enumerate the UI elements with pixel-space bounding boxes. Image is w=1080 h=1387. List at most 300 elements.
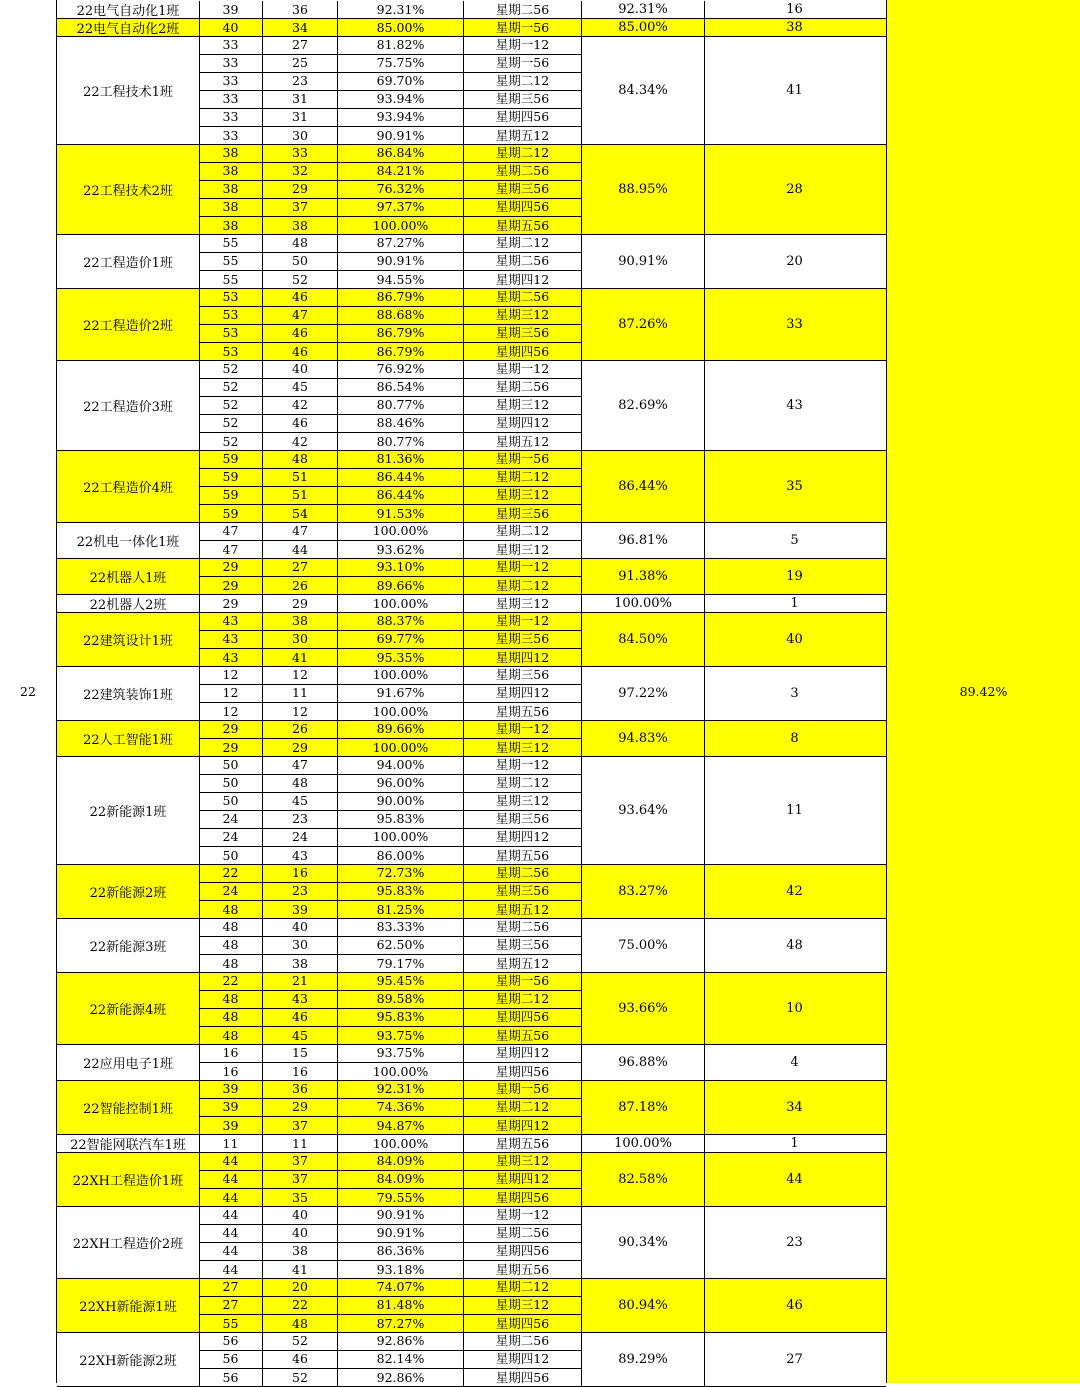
- session-rate-cell[interactable]: 86.79%: [338, 289, 464, 306]
- class-rate-cell[interactable]: 87.18%: [581, 1081, 705, 1134]
- session-time-cell[interactable]: 星期二56: [495, 163, 550, 179]
- session-rate-cell[interactable]: 89.58%: [338, 991, 464, 1008]
- class-rate-cell[interactable]: 75.00%: [581, 919, 705, 972]
- present-count-cell[interactable]: 38: [263, 1243, 338, 1260]
- session-time-cell[interactable]: 星期二12: [495, 469, 550, 485]
- session-rate-cell[interactable]: 86.44%: [338, 469, 464, 486]
- class-rank-cell[interactable]: 19: [786, 569, 803, 584]
- session-time-cell[interactable]: 星期四56: [495, 109, 550, 125]
- enrolled-count-cell[interactable]: 50: [199, 775, 263, 792]
- enrolled-count-cell[interactable]: 39: [199, 1081, 263, 1098]
- session-time-cell[interactable]: 星期四12: [495, 1171, 550, 1187]
- session-time-cell[interactable]: 星期四12: [495, 685, 550, 701]
- session-time-cell[interactable]: 星期四12: [495, 1117, 550, 1133]
- present-count-cell[interactable]: 46: [263, 1009, 338, 1026]
- enrolled-count-cell[interactable]: 55: [199, 253, 263, 270]
- class-rank-cell[interactable]: 34: [786, 1100, 803, 1115]
- class-name-cell[interactable]: 22工程造价4班: [57, 451, 200, 522]
- present-count-cell[interactable]: 38: [263, 955, 338, 973]
- class-rank-cell[interactable]: 28: [786, 182, 803, 197]
- session-rate-cell[interactable]: 93.94%: [338, 109, 464, 126]
- present-count-cell[interactable]: 12: [263, 703, 338, 721]
- session-time-cell[interactable]: 星期四12: [495, 829, 550, 845]
- session-rate-cell[interactable]: 100.00%: [338, 739, 464, 757]
- enrolled-count-cell[interactable]: 52: [199, 397, 263, 414]
- class-name-cell[interactable]: 22电气自动化2班: [57, 19, 200, 36]
- session-rate-cell[interactable]: 83.33%: [338, 919, 464, 936]
- class-name-cell[interactable]: 22建筑装饰1班: [57, 667, 200, 720]
- enrolled-count-cell[interactable]: 53: [199, 343, 263, 361]
- class-name-cell[interactable]: 22工程技术2班: [57, 145, 200, 234]
- session-time-cell[interactable]: 星期四56: [495, 1009, 550, 1025]
- class-name-cell[interactable]: 22XH新能源1班: [57, 1279, 200, 1332]
- class-rate-cell[interactable]: 82.58%: [581, 1153, 705, 1206]
- class-rank-cell[interactable]: 42: [786, 884, 803, 899]
- enrolled-count-cell[interactable]: 52: [199, 415, 263, 432]
- enrolled-count-cell[interactable]: 48: [199, 991, 263, 1008]
- class-rank-cell[interactable]: 33: [786, 317, 803, 332]
- class-rate-cell[interactable]: 96.88%: [581, 1045, 705, 1080]
- enrolled-count-cell[interactable]: 52: [199, 379, 263, 396]
- present-count-cell[interactable]: 40: [263, 919, 338, 936]
- present-count-cell[interactable]: 30: [263, 937, 338, 954]
- class-name-cell[interactable]: 22新能源1班: [57, 757, 200, 864]
- session-rate-cell[interactable]: 85.00%: [338, 19, 464, 37]
- present-count-cell[interactable]: 31: [263, 109, 338, 126]
- present-count-cell[interactable]: 46: [263, 343, 338, 361]
- enrolled-count-cell[interactable]: 56: [199, 1333, 263, 1350]
- session-rate-cell[interactable]: 95.35%: [338, 649, 464, 667]
- session-rate-cell[interactable]: 80.77%: [338, 397, 464, 414]
- present-count-cell[interactable]: 47: [263, 523, 338, 540]
- class-rank-cell[interactable]: 27: [786, 1352, 803, 1367]
- class-rate-cell[interactable]: 90.91%: [581, 235, 705, 288]
- session-rate-cell[interactable]: 90.91%: [338, 1225, 464, 1242]
- enrolled-count-cell[interactable]: 38: [199, 217, 263, 235]
- class-rate-cell[interactable]: 93.66%: [581, 973, 705, 1044]
- session-time-cell[interactable]: 星期四56: [495, 1315, 550, 1331]
- class-rank-cell[interactable]: 20: [786, 254, 803, 269]
- session-rate-cell[interactable]: 69.70%: [338, 73, 464, 90]
- session-time-cell[interactable]: 星期四56: [495, 1189, 550, 1205]
- enrolled-count-cell[interactable]: 48: [199, 955, 263, 973]
- session-rate-cell[interactable]: 86.36%: [338, 1243, 464, 1260]
- class-rank-cell[interactable]: 4: [790, 1055, 799, 1070]
- enrolled-count-cell[interactable]: 24: [199, 811, 263, 828]
- class-rate-cell[interactable]: 85.00%: [581, 19, 705, 36]
- present-count-cell[interactable]: 29: [263, 595, 338, 613]
- present-count-cell[interactable]: 29: [263, 739, 338, 757]
- enrolled-count-cell[interactable]: 33: [199, 109, 263, 126]
- session-time-cell[interactable]: 星期三12: [495, 739, 550, 755]
- class-rank-cell[interactable]: 41: [786, 83, 803, 98]
- session-time-cell[interactable]: 星期四56: [495, 199, 550, 215]
- present-count-cell[interactable]: 26: [263, 721, 338, 738]
- class-name-cell[interactable]: 22XH工程造价1班: [57, 1153, 200, 1206]
- session-time-cell[interactable]: 星期四12: [495, 1045, 550, 1061]
- session-time-cell[interactable]: 星期二56: [495, 919, 550, 935]
- present-count-cell[interactable]: 20: [263, 1279, 338, 1296]
- present-count-cell[interactable]: 47: [263, 307, 338, 324]
- session-rate-cell[interactable]: 93.18%: [338, 1261, 464, 1279]
- session-rate-cell[interactable]: 76.32%: [338, 181, 464, 198]
- present-count-cell[interactable]: 43: [263, 847, 338, 865]
- session-time-cell[interactable]: 星期四12: [495, 415, 550, 431]
- enrolled-count-cell[interactable]: 59: [199, 487, 263, 504]
- class-name-cell[interactable]: 22电气自动化1班: [57, 1, 200, 18]
- session-rate-cell[interactable]: 95.83%: [338, 811, 464, 828]
- present-count-cell[interactable]: 29: [263, 181, 338, 198]
- enrolled-count-cell[interactable]: 12: [199, 703, 263, 721]
- class-rate-cell[interactable]: 87.26%: [581, 289, 705, 360]
- session-time-cell[interactable]: 星期二12: [495, 523, 550, 539]
- enrolled-count-cell[interactable]: 59: [199, 505, 263, 523]
- session-rate-cell[interactable]: 86.84%: [338, 145, 464, 162]
- session-time-cell[interactable]: 星期三12: [495, 793, 550, 809]
- enrolled-count-cell[interactable]: 43: [199, 649, 263, 667]
- session-time-cell[interactable]: 星期二56: [495, 1333, 550, 1349]
- session-rate-cell[interactable]: 75.75%: [338, 55, 464, 72]
- enrolled-count-cell[interactable]: 16: [199, 1045, 263, 1062]
- session-time-cell[interactable]: 星期五56: [495, 847, 550, 863]
- session-time-cell[interactable]: 星期二12: [495, 1279, 550, 1295]
- class-rank-cell[interactable]: 1: [790, 1136, 799, 1151]
- class-name-cell[interactable]: 22工程技术1班: [57, 37, 200, 144]
- present-count-cell[interactable]: 52: [263, 1333, 338, 1350]
- session-rate-cell[interactable]: 74.07%: [338, 1279, 464, 1296]
- session-rate-cell[interactable]: 96.00%: [338, 775, 464, 792]
- session-rate-cell[interactable]: 100.00%: [338, 703, 464, 721]
- class-name-cell[interactable]: 22人工智能1班: [57, 721, 200, 756]
- present-count-cell[interactable]: 37: [263, 1153, 338, 1170]
- session-rate-cell[interactable]: 92.86%: [338, 1333, 464, 1350]
- enrolled-count-cell[interactable]: 59: [199, 469, 263, 486]
- class-rank-cell[interactable]: 43: [786, 398, 803, 413]
- enrolled-count-cell[interactable]: 50: [199, 793, 263, 810]
- session-rate-cell[interactable]: 87.27%: [338, 235, 464, 252]
- session-rate-cell[interactable]: 86.44%: [338, 487, 464, 504]
- session-rate-cell[interactable]: 79.55%: [338, 1189, 464, 1207]
- session-time-cell[interactable]: 星期二56: [495, 1, 550, 17]
- enrolled-count-cell[interactable]: 44: [199, 1243, 263, 1260]
- session-time-cell[interactable]: 星期五56: [495, 1027, 550, 1043]
- class-rank-cell[interactable]: 8: [790, 731, 799, 746]
- enrolled-count-cell[interactable]: 29: [199, 559, 263, 576]
- present-count-cell[interactable]: 51: [263, 487, 338, 504]
- enrolled-count-cell[interactable]: 33: [199, 73, 263, 90]
- present-count-cell[interactable]: 23: [263, 73, 338, 90]
- session-rate-cell[interactable]: 86.79%: [338, 325, 464, 342]
- present-count-cell[interactable]: 34: [263, 19, 338, 37]
- session-rate-cell[interactable]: 95.83%: [338, 1009, 464, 1026]
- class-rate-cell[interactable]: 91.38%: [581, 559, 705, 594]
- session-time-cell[interactable]: 星期一56: [495, 451, 550, 467]
- session-time-cell[interactable]: 星期四56: [495, 1063, 550, 1079]
- present-count-cell[interactable]: 37: [263, 1117, 338, 1135]
- present-count-cell[interactable]: 35: [263, 1189, 338, 1207]
- session-rate-cell[interactable]: 100.00%: [338, 523, 464, 540]
- present-count-cell[interactable]: 52: [263, 1369, 338, 1387]
- class-rate-cell[interactable]: 82.69%: [581, 361, 705, 450]
- enrolled-count-cell[interactable]: 44: [199, 1261, 263, 1279]
- class-name-cell[interactable]: 22XH工程造价2班: [57, 1207, 200, 1278]
- session-time-cell[interactable]: 星期一12: [495, 721, 550, 737]
- present-count-cell[interactable]: 45: [263, 793, 338, 810]
- class-rank-cell[interactable]: 35: [786, 479, 803, 494]
- session-rate-cell[interactable]: 100.00%: [338, 667, 464, 684]
- present-count-cell[interactable]: 54: [263, 505, 338, 523]
- present-count-cell[interactable]: 16: [263, 865, 338, 882]
- present-count-cell[interactable]: 46: [263, 1351, 338, 1368]
- session-time-cell[interactable]: 星期五56: [495, 217, 550, 233]
- enrolled-count-cell[interactable]: 11: [199, 1135, 263, 1153]
- present-count-cell[interactable]: 50: [263, 253, 338, 270]
- session-time-cell[interactable]: 星期二12: [495, 775, 550, 791]
- present-count-cell[interactable]: 38: [263, 217, 338, 235]
- present-count-cell[interactable]: 36: [263, 1, 338, 19]
- session-time-cell[interactable]: 星期三12: [495, 1153, 550, 1169]
- present-count-cell[interactable]: 29: [263, 1099, 338, 1116]
- enrolled-count-cell[interactable]: 48: [199, 919, 263, 936]
- class-name-cell[interactable]: 22新能源2班: [57, 865, 200, 918]
- class-name-cell[interactable]: 22XH新能源2班: [57, 1333, 200, 1386]
- overall-rate-cell[interactable]: [886, 0, 1080, 1383]
- present-count-cell[interactable]: 27: [263, 559, 338, 576]
- session-rate-cell[interactable]: 69.77%: [338, 631, 464, 648]
- session-rate-cell[interactable]: 100.00%: [338, 829, 464, 846]
- session-time-cell[interactable]: 星期三56: [495, 91, 550, 107]
- enrolled-count-cell[interactable]: 39: [199, 1, 263, 19]
- class-rate-cell[interactable]: 84.50%: [581, 613, 705, 666]
- class-rate-cell[interactable]: 100.00%: [581, 595, 705, 612]
- present-count-cell[interactable]: 22: [263, 1297, 338, 1314]
- enrolled-count-cell[interactable]: 52: [199, 433, 263, 451]
- present-count-cell[interactable]: 52: [263, 271, 338, 289]
- session-rate-cell[interactable]: 93.75%: [338, 1027, 464, 1045]
- session-time-cell[interactable]: 星期一12: [495, 1207, 550, 1223]
- present-count-cell[interactable]: 23: [263, 883, 338, 900]
- enrolled-count-cell[interactable]: 59: [199, 451, 263, 468]
- enrolled-count-cell[interactable]: 47: [199, 523, 263, 540]
- session-time-cell[interactable]: 星期二12: [495, 991, 550, 1007]
- class-rate-cell[interactable]: 92.31%: [581, 1, 705, 18]
- session-rate-cell[interactable]: 81.36%: [338, 451, 464, 468]
- session-rate-cell[interactable]: 86.00%: [338, 847, 464, 865]
- session-time-cell[interactable]: 星期五12: [495, 901, 550, 917]
- present-count-cell[interactable]: 45: [263, 1027, 338, 1045]
- session-rate-cell[interactable]: 89.66%: [338, 721, 464, 738]
- enrolled-count-cell[interactable]: 48: [199, 937, 263, 954]
- session-time-cell[interactable]: 星期三56: [495, 883, 550, 899]
- present-count-cell[interactable]: 30: [263, 127, 338, 145]
- session-rate-cell[interactable]: 74.36%: [338, 1099, 464, 1116]
- present-count-cell[interactable]: 36: [263, 1081, 338, 1098]
- session-rate-cell[interactable]: 92.86%: [338, 1369, 464, 1387]
- session-time-cell[interactable]: 星期二56: [495, 379, 550, 395]
- session-rate-cell[interactable]: 93.75%: [338, 1045, 464, 1062]
- session-rate-cell[interactable]: 94.55%: [338, 271, 464, 289]
- enrolled-count-cell[interactable]: 55: [199, 271, 263, 289]
- enrolled-count-cell[interactable]: 12: [199, 667, 263, 684]
- enrolled-count-cell[interactable]: 27: [199, 1279, 263, 1296]
- present-count-cell[interactable]: 40: [263, 1225, 338, 1242]
- session-time-cell[interactable]: 星期五12: [495, 955, 550, 971]
- enrolled-count-cell[interactable]: 38: [199, 163, 263, 180]
- enrolled-count-cell[interactable]: 52: [199, 361, 263, 378]
- enrolled-count-cell[interactable]: 33: [199, 55, 263, 72]
- session-time-cell[interactable]: 星期一12: [495, 361, 550, 377]
- session-rate-cell[interactable]: 81.82%: [338, 37, 464, 54]
- present-count-cell[interactable]: 44: [263, 541, 338, 559]
- class-rank-cell[interactable]: 46: [786, 1298, 803, 1313]
- present-count-cell[interactable]: 46: [263, 289, 338, 306]
- enrolled-count-cell[interactable]: 53: [199, 325, 263, 342]
- class-rank-cell[interactable]: 11: [786, 803, 803, 818]
- enrolled-count-cell[interactable]: 56: [199, 1351, 263, 1368]
- session-rate-cell[interactable]: 93.62%: [338, 541, 464, 559]
- session-rate-cell[interactable]: 87.27%: [338, 1315, 464, 1333]
- session-rate-cell[interactable]: 84.09%: [338, 1153, 464, 1170]
- session-rate-cell[interactable]: 90.00%: [338, 793, 464, 810]
- session-rate-cell[interactable]: 90.91%: [338, 127, 464, 145]
- enrolled-count-cell[interactable]: 48: [199, 1009, 263, 1026]
- present-count-cell[interactable]: 41: [263, 649, 338, 667]
- present-count-cell[interactable]: 51: [263, 469, 338, 486]
- class-rate-cell[interactable]: 83.27%: [581, 865, 705, 918]
- enrolled-count-cell[interactable]: 44: [199, 1189, 263, 1207]
- enrolled-count-cell[interactable]: 55: [199, 235, 263, 252]
- session-rate-cell[interactable]: 97.37%: [338, 199, 464, 216]
- enrolled-count-cell[interactable]: 48: [199, 901, 263, 919]
- present-count-cell[interactable]: 43: [263, 991, 338, 1008]
- session-time-cell[interactable]: 星期一12: [495, 37, 550, 53]
- present-count-cell[interactable]: 47: [263, 757, 338, 774]
- present-count-cell[interactable]: 32: [263, 163, 338, 180]
- class-rate-cell[interactable]: 88.95%: [581, 145, 705, 234]
- present-count-cell[interactable]: 37: [263, 1171, 338, 1188]
- session-rate-cell[interactable]: 91.67%: [338, 685, 464, 702]
- session-time-cell[interactable]: 星期四12: [495, 1351, 550, 1367]
- class-name-cell[interactable]: 22机电一体化1班: [57, 523, 200, 558]
- session-time-cell[interactable]: 星期四56: [495, 343, 550, 359]
- class-rank-cell[interactable]: 44: [786, 1172, 803, 1187]
- present-count-cell[interactable]: 42: [263, 397, 338, 414]
- session-time-cell[interactable]: 星期五12: [495, 433, 550, 449]
- session-rate-cell[interactable]: 81.25%: [338, 901, 464, 919]
- session-rate-cell[interactable]: 94.00%: [338, 757, 464, 774]
- session-rate-cell[interactable]: 81.48%: [338, 1297, 464, 1314]
- session-rate-cell[interactable]: 95.83%: [338, 883, 464, 900]
- session-rate-cell[interactable]: 100.00%: [338, 217, 464, 235]
- session-rate-cell[interactable]: 84.09%: [338, 1171, 464, 1188]
- session-rate-cell[interactable]: 100.00%: [338, 595, 464, 613]
- enrolled-count-cell[interactable]: 44: [199, 1171, 263, 1188]
- session-time-cell[interactable]: 星期一56: [495, 1081, 550, 1097]
- session-rate-cell[interactable]: 86.54%: [338, 379, 464, 396]
- session-rate-cell[interactable]: 95.45%: [338, 973, 464, 990]
- session-time-cell[interactable]: 星期三12: [495, 307, 550, 323]
- enrolled-count-cell[interactable]: 39: [199, 1099, 263, 1116]
- present-count-cell[interactable]: 39: [263, 901, 338, 919]
- class-rank-cell[interactable]: 40: [786, 632, 803, 647]
- class-rate-cell[interactable]: 93.64%: [581, 757, 705, 864]
- session-rate-cell[interactable]: 92.31%: [338, 1081, 464, 1098]
- session-rate-cell[interactable]: 94.87%: [338, 1117, 464, 1135]
- session-time-cell[interactable]: 星期二56: [495, 1225, 550, 1241]
- class-name-cell[interactable]: 22工程造价3班: [57, 361, 200, 450]
- session-rate-cell[interactable]: 80.77%: [338, 433, 464, 451]
- enrolled-count-cell[interactable]: 22: [199, 973, 263, 990]
- class-rate-cell[interactable]: 94.83%: [581, 721, 705, 756]
- session-time-cell[interactable]: 星期一12: [495, 613, 550, 629]
- session-time-cell[interactable]: 星期三12: [495, 1297, 550, 1313]
- session-rate-cell[interactable]: 88.68%: [338, 307, 464, 324]
- enrolled-count-cell[interactable]: 40: [199, 19, 263, 37]
- session-time-cell[interactable]: 星期一12: [495, 559, 550, 575]
- session-time-cell[interactable]: 星期三56: [495, 181, 550, 197]
- present-count-cell[interactable]: 40: [263, 361, 338, 378]
- session-time-cell[interactable]: 星期二12: [495, 73, 550, 89]
- present-count-cell[interactable]: 37: [263, 199, 338, 216]
- enrolled-count-cell[interactable]: 53: [199, 289, 263, 306]
- class-rank-cell[interactable]: 1: [790, 596, 799, 611]
- enrolled-count-cell[interactable]: 16: [199, 1063, 263, 1081]
- session-time-cell[interactable]: 星期五56: [495, 703, 550, 719]
- session-time-cell[interactable]: 星期二12: [495, 1099, 550, 1115]
- session-time-cell[interactable]: 星期一56: [495, 55, 550, 71]
- session-rate-cell[interactable]: 93.10%: [338, 559, 464, 576]
- class-name-cell[interactable]: 22机器人1班: [57, 559, 200, 594]
- present-count-cell[interactable]: 42: [263, 433, 338, 451]
- session-rate-cell[interactable]: 82.14%: [338, 1351, 464, 1368]
- enrolled-count-cell[interactable]: 56: [199, 1369, 263, 1387]
- enrolled-count-cell[interactable]: 29: [199, 739, 263, 757]
- session-rate-cell[interactable]: 89.66%: [338, 577, 464, 595]
- session-rate-cell[interactable]: 93.94%: [338, 91, 464, 108]
- enrolled-count-cell[interactable]: 44: [199, 1207, 263, 1224]
- session-time-cell[interactable]: 星期五56: [495, 1261, 550, 1277]
- session-rate-cell[interactable]: 90.91%: [338, 1207, 464, 1224]
- enrolled-count-cell[interactable]: 38: [199, 181, 263, 198]
- enrolled-count-cell[interactable]: 33: [199, 37, 263, 54]
- class-name-cell[interactable]: 22建筑设计1班: [57, 613, 200, 666]
- session-rate-cell[interactable]: 88.37%: [338, 613, 464, 630]
- class-rank-cell[interactable]: 16: [786, 2, 803, 17]
- enrolled-count-cell[interactable]: 53: [199, 307, 263, 324]
- session-rate-cell[interactable]: 76.92%: [338, 361, 464, 378]
- present-count-cell[interactable]: 15: [263, 1045, 338, 1062]
- session-rate-cell[interactable]: 91.53%: [338, 505, 464, 523]
- class-rate-cell[interactable]: 100.00%: [581, 1135, 705, 1152]
- class-rank-cell[interactable]: 3: [790, 686, 799, 701]
- class-name-cell[interactable]: 22新能源4班: [57, 973, 200, 1044]
- class-rate-cell[interactable]: 97.22%: [581, 667, 705, 720]
- present-count-cell[interactable]: 45: [263, 379, 338, 396]
- session-time-cell[interactable]: 星期二12: [495, 235, 550, 251]
- present-count-cell[interactable]: 27: [263, 37, 338, 54]
- session-time-cell[interactable]: 星期三56: [495, 937, 550, 953]
- session-time-cell[interactable]: 星期三56: [495, 811, 550, 827]
- session-time-cell[interactable]: 星期四12: [495, 271, 550, 287]
- session-time-cell[interactable]: 星期三56: [495, 667, 550, 683]
- session-time-cell[interactable]: 星期二56: [495, 865, 550, 881]
- present-count-cell[interactable]: 11: [263, 1135, 338, 1153]
- present-count-cell[interactable]: 48: [263, 451, 338, 468]
- session-time-cell[interactable]: 星期二56: [495, 253, 550, 269]
- session-rate-cell[interactable]: 72.73%: [338, 865, 464, 882]
- present-count-cell[interactable]: 25: [263, 55, 338, 72]
- enrolled-count-cell[interactable]: 27: [199, 1297, 263, 1314]
